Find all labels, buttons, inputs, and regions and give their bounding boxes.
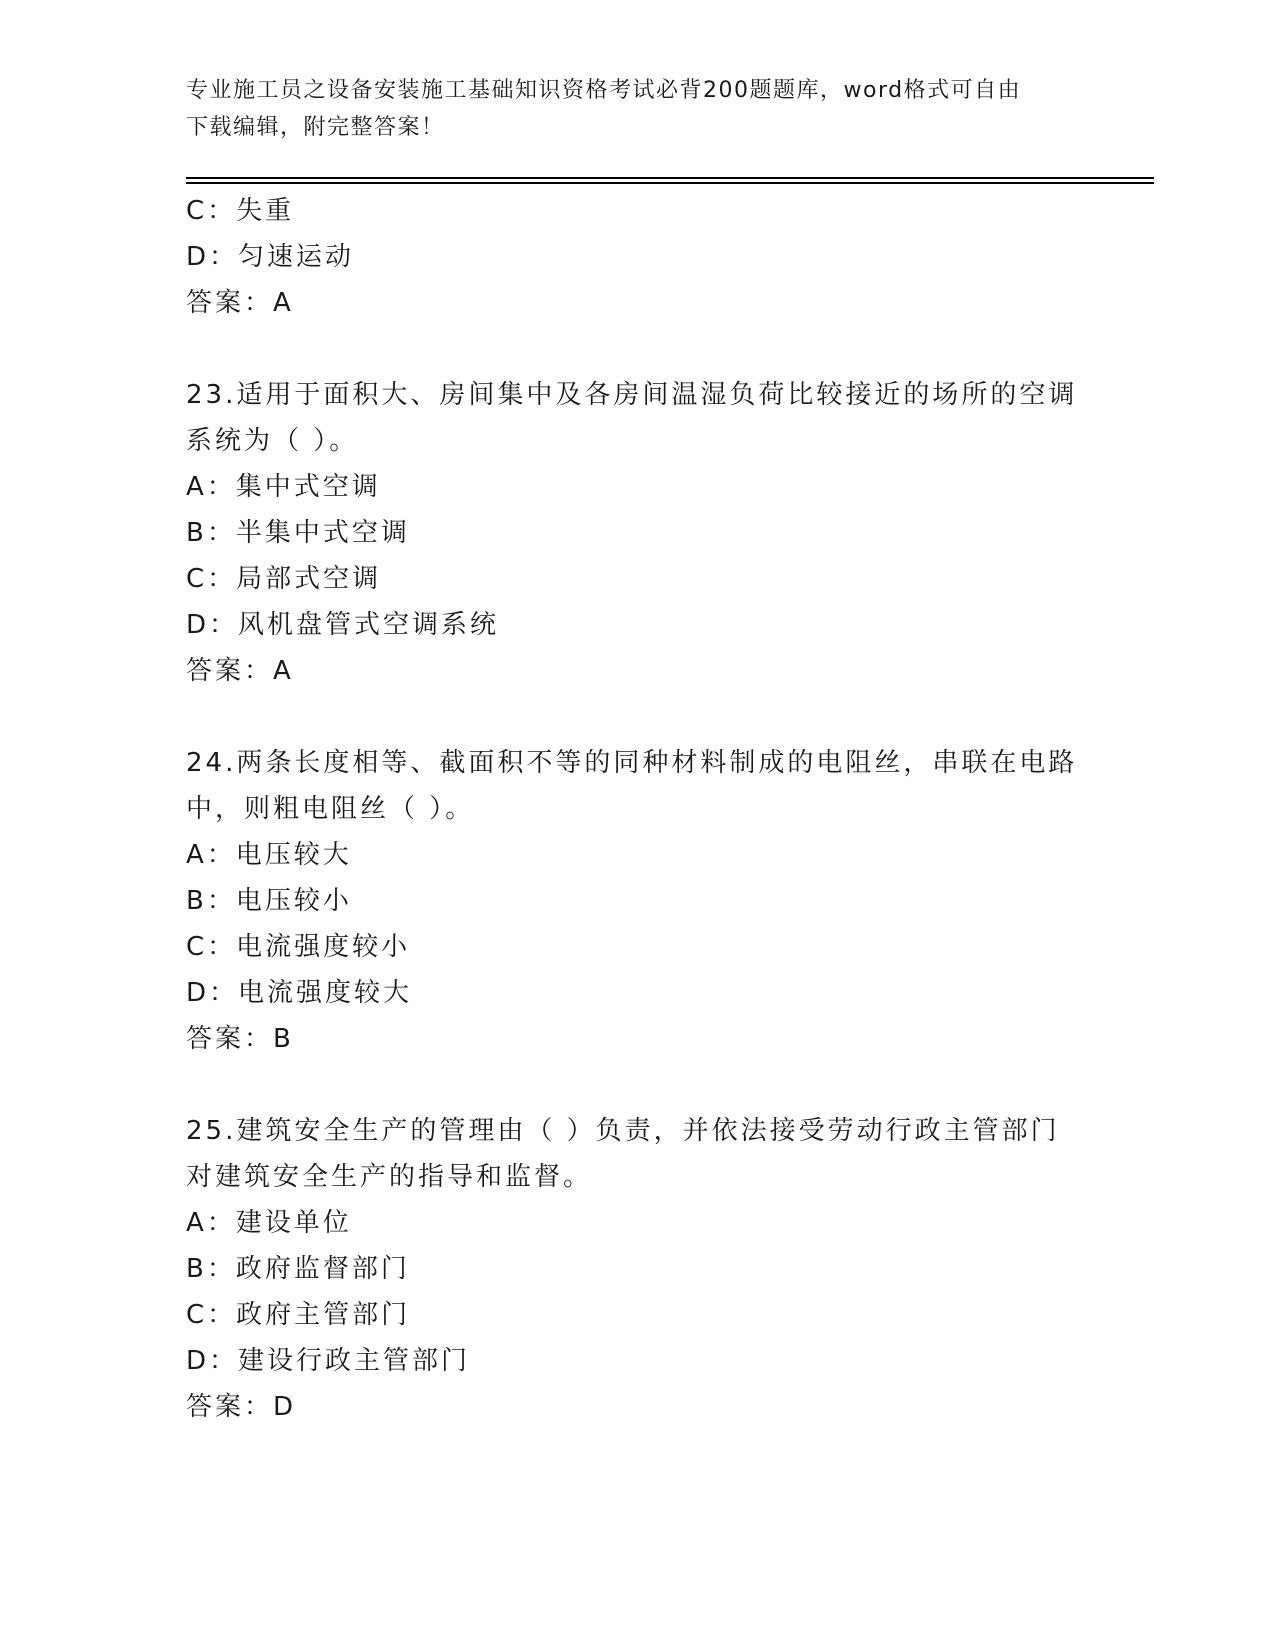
question-stem-line-1: 23.适用于面积大、房间集中及各房间温湿负荷比较接近的场所的空调 [186, 380, 1078, 410]
question-stem-line-2: 中，则粗电阻丝（ ）。 [186, 794, 475, 824]
spacer [186, 694, 1086, 740]
option-b: B：电压较小 [186, 886, 352, 916]
question-block-prev [186, 188, 1086, 326]
option-c: C：电流强度较小 [186, 932, 411, 962]
option-a: A：集中式空调 [186, 472, 381, 502]
question-list [186, 188, 1086, 1430]
question-stem-line-2: 系统为（ ）。 [186, 426, 359, 456]
question-block-25 [186, 1108, 1086, 1430]
option-c: C：局部式空调 [186, 564, 382, 594]
option-a: A：建设单位 [186, 1208, 352, 1238]
option-d: D：风机盘管式空调系统 [186, 610, 500, 640]
question-block-24 [186, 740, 1086, 1062]
spacer [186, 1062, 1086, 1108]
option-a: A：电压较大 [186, 840, 352, 870]
question-stem-line-1: 24.两条长度相等、截面积不等的同种材料制成的电阻丝，串联在电路 [186, 748, 1078, 778]
option-b: B：政府监督部门 [186, 1254, 410, 1284]
header-divider-top [186, 177, 1154, 179]
answer-line: 答案：A [186, 288, 294, 318]
header-divider-bottom [186, 182, 1154, 184]
answer-line: 答案：A [186, 656, 294, 686]
option-c: C：失重 [186, 196, 295, 226]
header-line-1: 专业施工员之设备安装施工基础知识资格考试必背200题题库，word格式可自由 [186, 78, 1022, 103]
option-c: C：政府主管部门 [186, 1300, 411, 1330]
option-d: D：电流强度较大 [186, 978, 413, 1008]
document-header [186, 72, 1066, 146]
answer-line: 答案：B [186, 1024, 294, 1054]
spacer [186, 326, 1086, 372]
option-d: D：建设行政主管部门 [186, 1346, 471, 1376]
header-line-2: 下载编辑，附完整答案！ [186, 115, 445, 140]
question-stem-line-1: 25.建筑安全生产的管理由（ ）负责，并依法接受劳动行政主管部门 [186, 1116, 1060, 1146]
option-b: B：半集中式空调 [186, 518, 410, 548]
option-d: D：匀速运动 [186, 242, 355, 272]
answer-line: 答案：D [186, 1392, 297, 1422]
question-stem-line-2: 对建筑安全生产的指导和监督。 [186, 1162, 593, 1192]
question-block-23 [186, 372, 1086, 694]
